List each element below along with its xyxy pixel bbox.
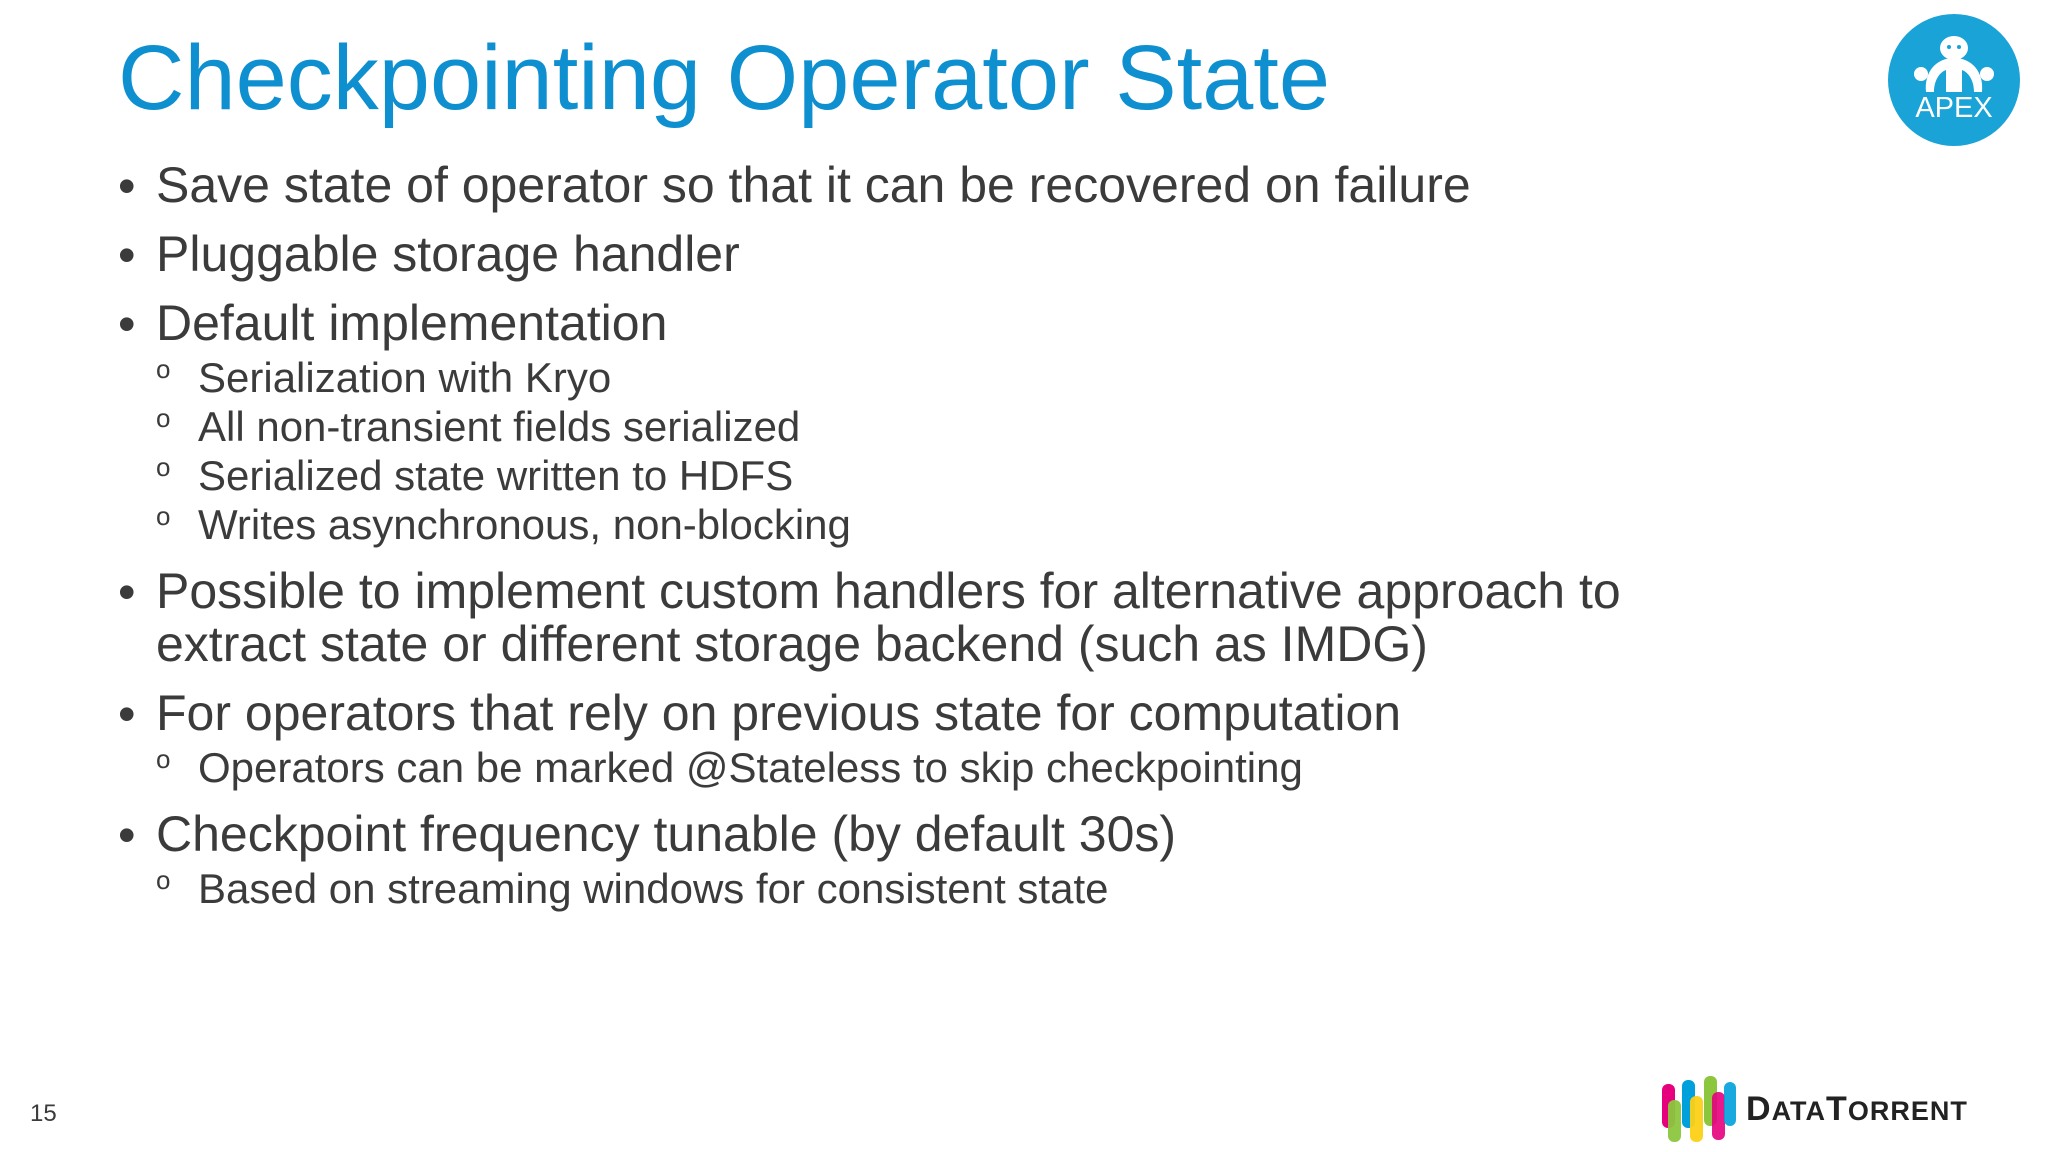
wordmark-small-ata: ATA — [1771, 1096, 1827, 1126]
sub-bullet-item — [156, 353, 1718, 402]
bullet-dot: • — [118, 564, 136, 620]
bullet-item — [118, 562, 1718, 671]
bullet-dot: • — [118, 296, 136, 352]
sub-bullet-item — [156, 864, 1718, 913]
datatorrent-logo — [1660, 1074, 2040, 1146]
sub-bullet-marker: o — [156, 452, 171, 482]
sub-bullet-marker: o — [156, 354, 171, 384]
bullet-dot: • — [118, 807, 136, 863]
bullet-item — [118, 805, 1718, 913]
sub-bullet-text: Operators can be marked @Stateless to skip checkpointing — [198, 744, 1303, 791]
sub-bullet-list — [156, 353, 1718, 549]
bullet-dot: • — [118, 158, 136, 214]
sub-bullet-item — [156, 500, 1718, 549]
sub-bullet-item — [156, 402, 1718, 451]
sub-bullet-marker: o — [156, 865, 171, 895]
wordmark-cap-d: D — [1746, 1090, 1772, 1128]
wordmark-cap-t: T — [1826, 1090, 1848, 1128]
bullet-text: Checkpoint frequency tunable (by default 30s) — [156, 806, 1177, 862]
sub-bullet-text: All non-transient fields serialized — [198, 403, 801, 450]
bullet-item — [118, 156, 1718, 212]
bullet-dot: • — [118, 227, 136, 283]
sub-bullet-marker: o — [156, 744, 171, 774]
page-number: 15 — [30, 1100, 57, 1127]
sub-bullet-text: Serialization with Kryo — [198, 354, 612, 401]
sub-bullet-item — [156, 743, 1718, 792]
sub-bullet-text: Serialized state written to HDFS — [198, 452, 794, 499]
bullet-dot: • — [118, 686, 136, 742]
sub-bullet-list — [156, 743, 1718, 792]
sub-bullet-text: Based on streaming windows for consistent state — [198, 865, 1109, 912]
bullet-text: Save state of operator so that it can be recovered on failure — [156, 157, 1471, 213]
bullet-text: Pluggable storage handler — [156, 226, 740, 282]
bullet-item — [118, 294, 1718, 549]
sub-bullet-marker: o — [156, 403, 171, 433]
gorilla-icon — [1888, 14, 2020, 146]
sub-bullet-list — [156, 864, 1718, 913]
bullet-text: For operators that rely on previous state for computation — [156, 685, 1402, 741]
apex-logo — [1888, 14, 2020, 146]
bullet-text: Possible to implement custom handlers for alternative approach to extract state or different storage backend (such as IMDG) — [156, 563, 1621, 672]
sub-bullet-text: Writes asynchronous, non-blocking — [198, 501, 851, 548]
datatorrent-bars-icon — [1660, 1074, 1740, 1146]
bullet-list — [118, 156, 1718, 926]
sub-bullet-marker: o — [156, 501, 171, 531]
slide-title: Checkpointing Operator State — [118, 27, 1331, 129]
bullet-item — [118, 684, 1718, 792]
sub-bullet-item — [156, 451, 1718, 500]
bullet-text: Default implementation — [156, 295, 668, 351]
wordmark-small-orrent: ORRENT — [1847, 1096, 1968, 1126]
apex-logo-text: APEX — [1915, 92, 1993, 124]
bullet-item — [118, 225, 1718, 281]
datatorrent-wordmark — [1746, 1090, 1968, 1129]
